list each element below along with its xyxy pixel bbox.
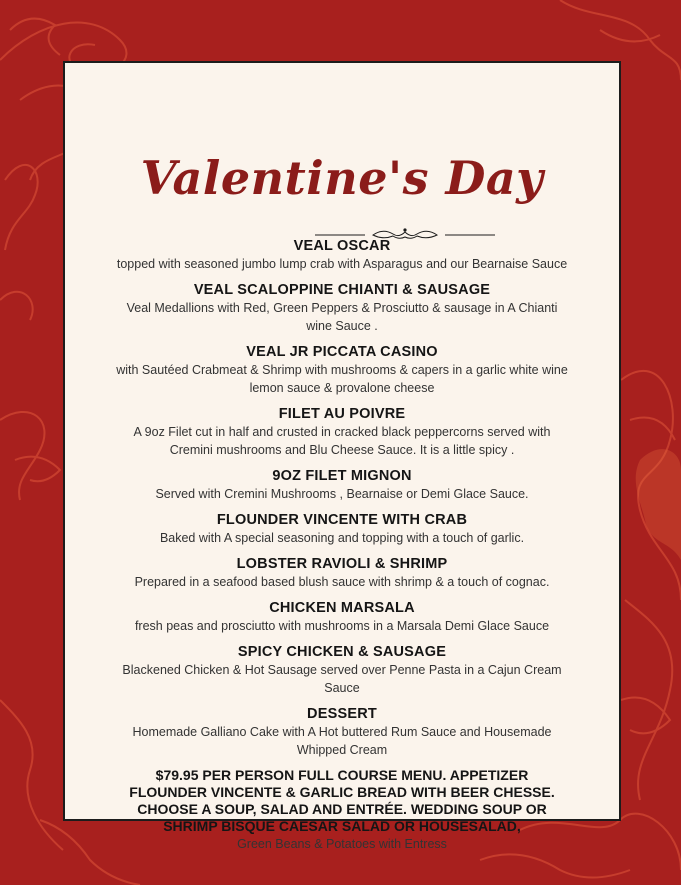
menu-item [65, 555, 619, 591]
menu-item [65, 511, 619, 547]
menu-item-description: A 9oz Filet cut in half and crusted in cracked black peppercorns served with Cremini mushrooms and Blu Cheese Sauce. It is a little spicy . [133, 425, 551, 457]
menu-item [65, 705, 619, 759]
sides-note: Green Beans & Potatoes with Entress [237, 837, 447, 851]
menu-item-name: LOBSTER RAVIOLI & SHRIMP [236, 556, 448, 572]
menu-item [65, 405, 619, 459]
menu-item-name: FLOUNDER VINCENTE WITH CRAB [216, 512, 468, 528]
menu-item-description: Blackened Chicken & Hot Sausage served over Penne Pasta in a Cajun Cream Sauce [122, 663, 562, 695]
price-note: $79.95 PER PERSON FULL COURSE MENU. APPETIZER FLOUNDER VINCENTE & GARLIC BREAD WITH BEER CHESSE. CHOOSE A SOUP, SALAD AND ENTRÉE. WEDDING SOUP OR SHRIMP BISQUE CAESAR SALAD OR HOUSESALAD, [129, 767, 555, 834]
menu-items [65, 237, 619, 861]
menu-footer [65, 767, 619, 853]
menu-item-description: Veal Medallions with Red, Green Peppers & Prosciutto & sausage in A Chianti wine Sauce . [126, 301, 558, 333]
menu-title: Valentine's Day [140, 151, 544, 205]
menu-item-name: VEAL OSCAR [293, 238, 391, 254]
menu-item-name: DESSERT [307, 706, 377, 722]
menu-item-name: FILET AU POIVRE [278, 406, 406, 422]
menu-item [65, 643, 619, 697]
menu-item [65, 467, 619, 503]
menu-item-description: Baked with A special seasoning and topping with a touch of garlic. [159, 531, 525, 545]
menu-item-description: Served with Cremini Mushrooms , Bearnaise or Demi Glace Sauce. [155, 487, 529, 501]
menu-item [65, 281, 619, 335]
menu-item [65, 599, 619, 635]
menu-item-description: Prepared in a seafood based blush sauce with shrimp & a touch of cognac. [134, 575, 550, 589]
menu-item [65, 343, 619, 397]
menu-item-name: VEAL SCALOPPINE CHIANTI & SAUSAGE [193, 282, 491, 298]
menu-item-description: fresh peas and prosciutto with mushrooms in a Marsala Demi Glace Sauce [134, 619, 550, 633]
menu-item-description: Homemade Galliano Cake with A Hot buttered Rum Sauce and Housemade Whipped Cream [132, 725, 552, 757]
menu-item [65, 237, 619, 273]
menu-card [63, 61, 621, 851]
menu-item-description: topped with seasoned jumbo lump crab with Asparagus and our Bearnaise Sauce [116, 257, 568, 271]
menu-item-name: 9OZ FILET MIGNON [272, 468, 412, 484]
menu-item-name: VEAL JR PICCATA CASINO [246, 344, 438, 360]
menu-item-name: CHICKEN MARSALA [269, 600, 415, 616]
menu-item-description: with Sautéed Crabmeat & Shrimp with mushrooms & capers in a garlic white wine lemon sauce & provalone cheese [116, 363, 568, 395]
menu-item-name: SPICY CHICKEN & SAUSAGE [237, 644, 447, 660]
